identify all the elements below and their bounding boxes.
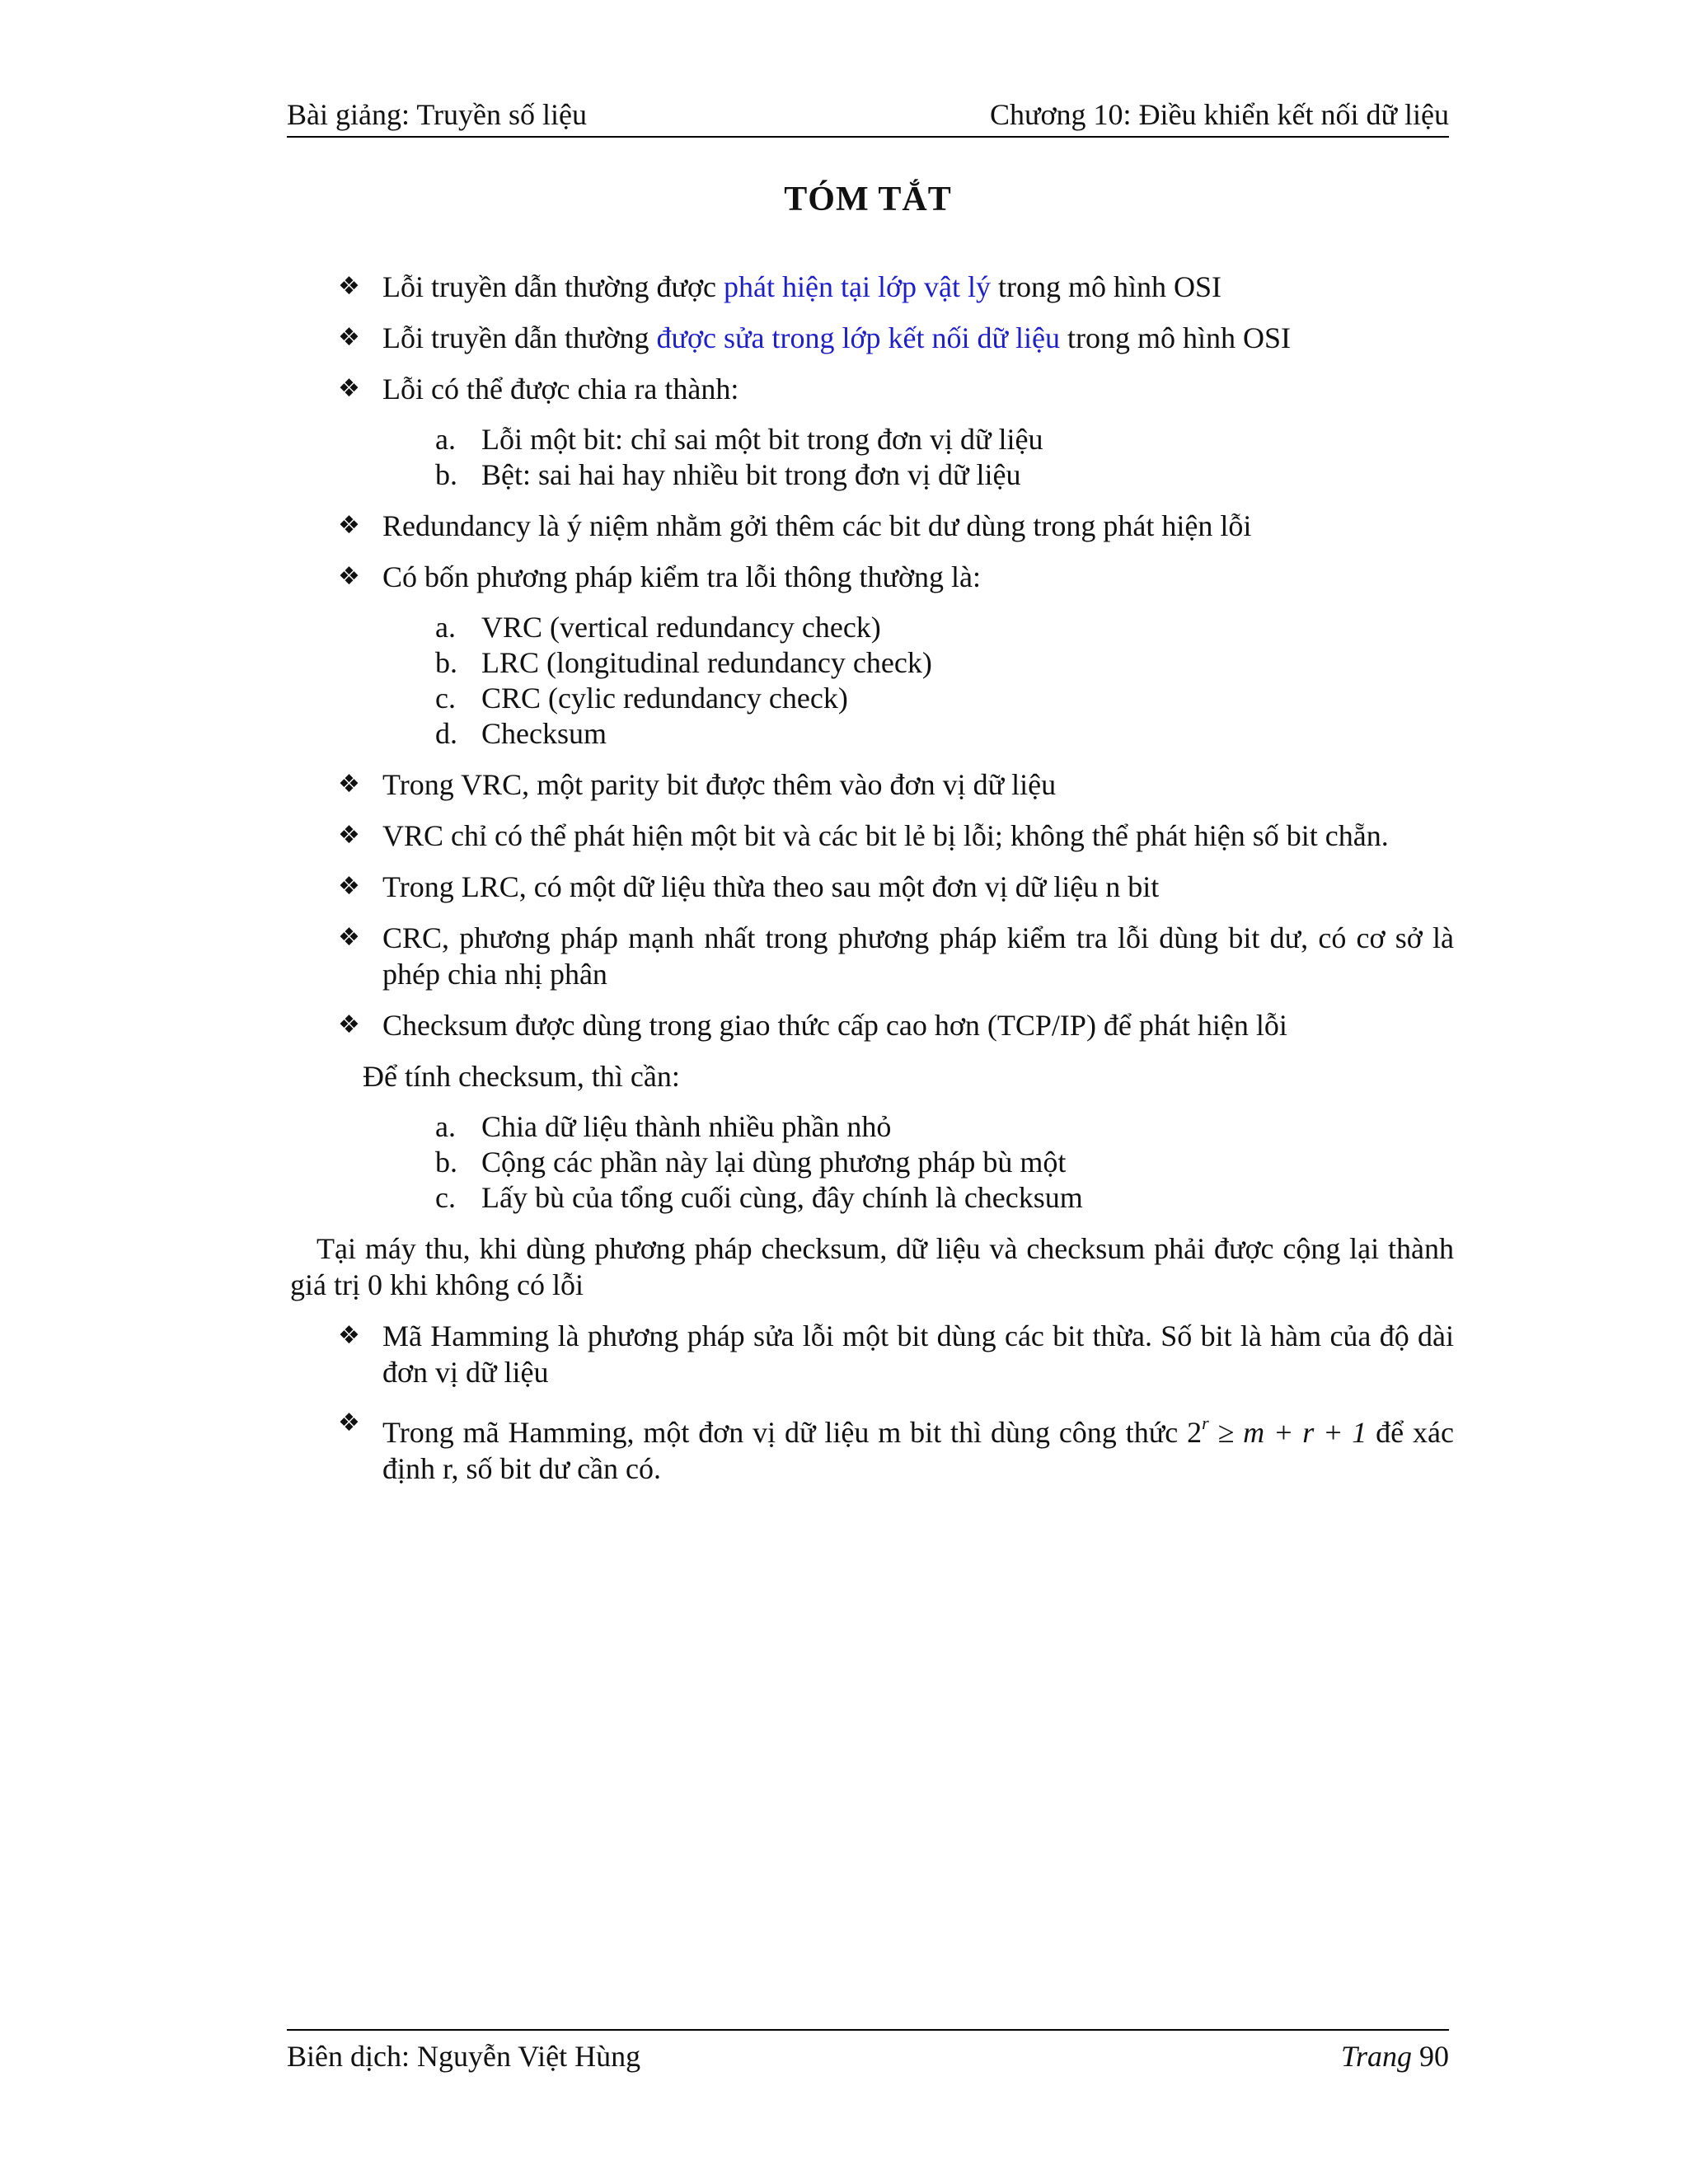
list-item: a. Lỗi một bit: chỉ sai một bit trong đơn vị dữ liệu (435, 423, 1043, 456)
list-item: a. Chia dữ liệu thành nhiều phần nhỏ (435, 1110, 892, 1143)
diamond-bullet-icon: ❖ (338, 272, 360, 301)
diamond-bullet-icon: ❖ (338, 821, 360, 850)
hamming-formula: $2^r \ge m + r + 1$ (1187, 1413, 1367, 1449)
diamond-bullet-icon: ❖ (338, 770, 360, 799)
diamond-bullet-icon: ❖ (338, 323, 360, 352)
summary-bullet: ❖ Lỗi truyền dẫn thường được sửa trong lớp kết nối dữ liệu trong mô hình OSI (338, 321, 1292, 354)
summary-bullet: ❖ Redundancy là ý niệm nhằm gởi thêm các bit dư dùng trong phát hiện lỗi (338, 509, 1252, 542)
summary-bullet: ❖ Trong VRC, một parity bit được thêm vào đơn vị dữ liệu (338, 768, 1057, 801)
check-methods-list (336, 610, 1454, 752)
section-title: TÓM TẮT (784, 180, 952, 218)
page-header (287, 97, 1449, 138)
diamond-bullet-icon: ❖ (338, 1321, 360, 1350)
list-item: d. Checksum (435, 717, 607, 750)
diamond-bullet-icon: ❖ (338, 511, 360, 540)
checksum-receiver-paragraph: Tại máy thu, khi dùng phương pháp checksum, dữ liệu và checksum phải được cộng lại thành giá trị 0 khi không có lỗi (290, 1232, 1454, 1301)
list-item: c. CRC (cylic redundancy check) (435, 682, 848, 715)
diamond-bullet-icon: ❖ (338, 562, 360, 591)
footer-page: Trang 90 (1340, 2040, 1449, 2073)
header-chapter-title: Chương 10: Điều khiển kết nối dữ liệu (990, 98, 1449, 131)
diamond-bullet-icon: ❖ (338, 1408, 360, 1437)
diamond-bullet-icon: ❖ (338, 923, 360, 952)
summary-bullet: ❖ Mã Hamming là phương pháp sửa lỗi một bit dùng các bit thừa. Số bit là hàm của độ dài đơn vị dữ liệu (338, 1319, 1454, 1389)
summary-bullet: ❖ Lỗi có thể được chia ra thành: (338, 373, 739, 405)
diamond-bullet-icon: ❖ (338, 374, 360, 403)
list-item: b. Cộng các phần này lại dùng phương pháp bù một (435, 1146, 1067, 1179)
header-course-title: Bài giảng: Truyền số liệu (287, 98, 588, 131)
summary-bullet: ❖ Có bốn phương pháp kiểm tra lỗi thông thường là: (338, 560, 982, 593)
summary-bullet: ❖ Trong mã Hamming, một đơn vị dữ liệu m bit thì dùng công thức $2^r \ge m + r + 1$ để xác định r, số bit dư cần có. (336, 1405, 1454, 1487)
summary-content (290, 269, 1454, 1502)
footer-translator: Biên dịch: Nguyễn Việt Hùng (287, 2040, 641, 2073)
list-item: a. VRC (vertical redundancy check) (435, 611, 881, 644)
summary-bullet: ❖ Trong LRC, có một dữ liệu thừa theo sau một đơn vị dữ liệu n bit (338, 870, 1160, 903)
checksum-steps-list (336, 1109, 1454, 1216)
list-item: b. Bệt: sai hai hay nhiều bit trong đơn vị dữ liệu (435, 458, 1021, 491)
list-item: b. LRC (longitudinal redundancy check) (435, 646, 932, 679)
highlight-text: được sửa trong lớp kết nối dữ liệu (656, 321, 1061, 354)
summary-bullet: ❖ Lỗi truyền dẫn thường được phát hiện tại lớp vật lý trong mô hình OSI (338, 270, 1222, 303)
summary-bullet: ❖ VRC chỉ có thể phát hiện một bit và các bit lẻ bị lỗi; không thể phát hiện số bit chẵn. (338, 819, 1389, 852)
checksum-intro: Để tính checksum, thì cần: (363, 1060, 680, 1093)
list-item: c. Lấy bù của tổng cuối cùng, đây chính là checksum (435, 1181, 1083, 1214)
diamond-bullet-icon: ❖ (338, 872, 360, 901)
page-footer (287, 2029, 1449, 2074)
summary-bullet: ❖ Checksum được dùng trong giao thức cấp cao hơn (TCP/IP) để phát hiện lỗi (338, 1009, 1287, 1042)
highlight-text: phát hiện tại lớp vật lý (724, 270, 991, 303)
diamond-bullet-icon: ❖ (338, 1010, 360, 1039)
error-types-list (336, 422, 1454, 493)
summary-bullet: ❖ CRC, phương pháp mạnh nhất trong phương pháp kiểm tra lỗi dùng bit dư, có cơ sở là phép chia nhị phân (338, 921, 1454, 991)
